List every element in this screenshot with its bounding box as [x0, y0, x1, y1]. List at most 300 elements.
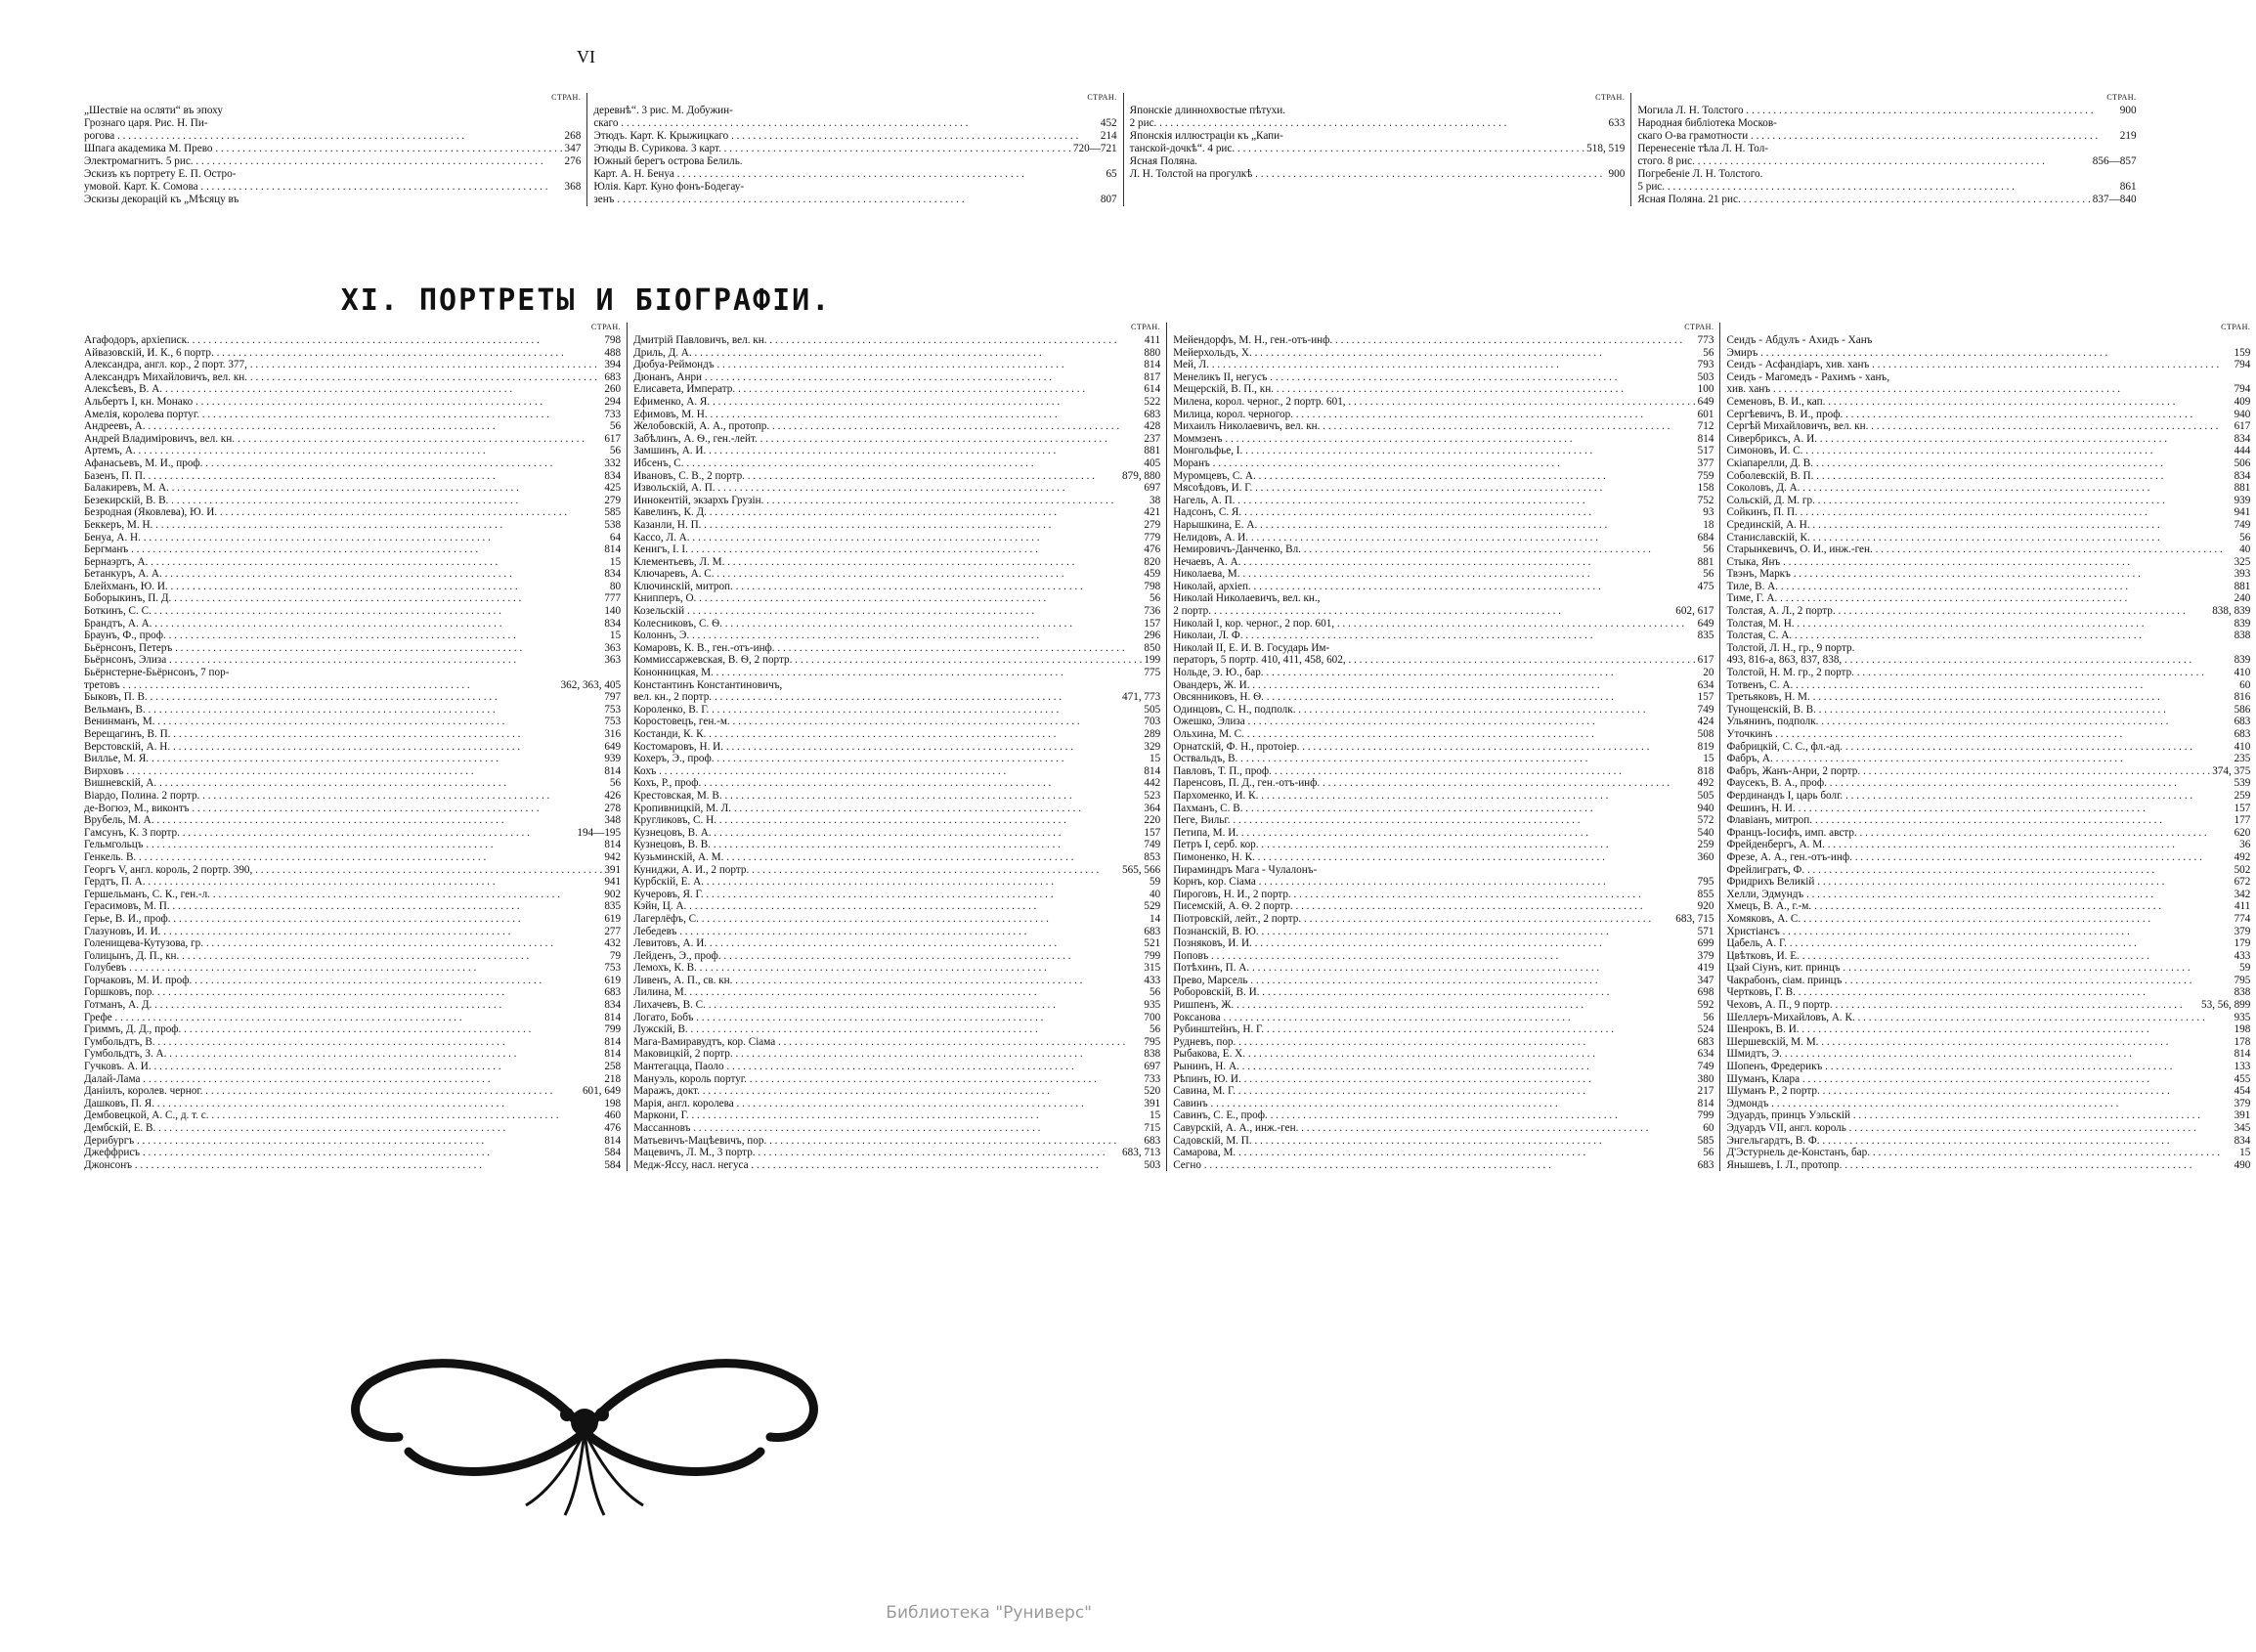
entry-page: 540 [1697, 826, 1714, 839]
entry-title: Вельманъ, В. . . . [84, 704, 602, 717]
index-entry [1726, 753, 2250, 765]
entry-page [619, 667, 621, 679]
index-entry [633, 630, 1160, 642]
index-entry [84, 433, 621, 446]
index-entry [84, 1122, 621, 1135]
entry-title: Лемохъ, К. В. . . . [633, 962, 1142, 975]
entry-page: 795 [1144, 1035, 1161, 1048]
entry-page: 503 [1697, 370, 1714, 383]
entry-title: Могила Л. Н. Толстого . . . [1637, 105, 2117, 117]
entry-title: Верещагинъ, В. П. . . . [84, 728, 602, 741]
index-entry [1726, 900, 2250, 913]
entry-title: Маражъ, докт. . . . [633, 1085, 1142, 1098]
entry-page [1115, 181, 1117, 194]
entry-title: Скіапарелли, Д. В. . . . [1726, 457, 2232, 470]
entry-page: 56 [1703, 568, 1714, 581]
index-entry [84, 1098, 621, 1110]
index-entry [1173, 962, 1714, 975]
entry-page: 634 [1697, 1048, 1714, 1061]
entry-title: Бьёрнсонъ, Петеръ . . . [84, 642, 602, 655]
index-entry [84, 975, 621, 987]
entry-page: 814 [604, 1035, 622, 1048]
entry-page: 409 [2234, 395, 2251, 408]
entry-page: 683 [2234, 728, 2251, 740]
entry-page: 79 [609, 949, 622, 962]
entry-page: 217 [1697, 1085, 1714, 1098]
entry-page: 820 [1144, 555, 1161, 568]
index-entry [1726, 1085, 2250, 1098]
entry-title: Медж-Ясcу, насл. негуса . . . [633, 1159, 1142, 1172]
entry-page: 733 [1144, 1072, 1161, 1085]
entry-title: Ульянинъ, подполк. . . . [1726, 716, 2232, 728]
entry-page: 177 [2234, 814, 2251, 827]
index-entry [1173, 1012, 1714, 1024]
index-entry [1173, 1085, 1714, 1098]
entry-page: 601, 649 [582, 1085, 622, 1098]
index-entry [633, 1147, 1160, 1159]
entry-title: де-Вогюэ, М., виконтъ . . . [84, 803, 602, 815]
column-header: СТРАН. [1131, 323, 1161, 331]
entry-page: 649 [604, 740, 622, 753]
index-entry [1173, 371, 1714, 384]
entry-page: 856—857 [2092, 155, 2137, 167]
entry-page: 749 [2234, 518, 2251, 531]
index-entry [633, 470, 1160, 483]
illustrations-index-continued [78, 93, 2137, 206]
entry-page: 539 [2234, 777, 2251, 790]
entry-page: 814 [1144, 764, 1161, 777]
index-entry [633, 1109, 1160, 1122]
entry-title: Ибсенъ, С. . . . [633, 457, 1142, 470]
entry-page: 881 [2234, 482, 2251, 495]
index-entry [1173, 1073, 1714, 1086]
entry-page: 795 [2234, 974, 2251, 986]
index-entry [84, 1147, 621, 1159]
entry-page: 834 [604, 469, 622, 482]
entry-title: Позняковъ, И. И. . . . [1173, 937, 1695, 950]
index-entry [1173, 1098, 1714, 1110]
index-entry [1173, 359, 1714, 371]
entry-page: 220 [1144, 814, 1161, 827]
entry-page [2248, 371, 2250, 384]
entry-page: 40 [1150, 888, 1161, 900]
index-entry [1130, 117, 1626, 130]
index-entry [1173, 1122, 1714, 1135]
entry-page: 698 [1697, 986, 1714, 999]
entry-page: 797 [604, 691, 622, 704]
entry-page: 524 [1697, 1023, 1714, 1036]
entry-title: Кононницкая, М. . . . [633, 667, 1142, 679]
index-entry [1726, 975, 2250, 987]
entry-title: Козельскій . . . [633, 605, 1142, 618]
entry-page: 617 [2234, 420, 2251, 433]
entry-page: 697 [1144, 482, 1161, 495]
index-entry [84, 581, 621, 593]
index-entry [1173, 409, 1714, 421]
index-entry [593, 105, 1116, 117]
entry-page: 521 [1144, 937, 1161, 950]
index-entry [633, 803, 1160, 815]
entry-title: Лебедевъ . . . [633, 926, 1142, 938]
index-entry [633, 667, 1160, 679]
entry-title: Ливенъ, А. П., св. кн. . . . [633, 975, 1142, 987]
entry-title: Горчаковъ, М. И. проф. . . . [84, 975, 602, 987]
entry-title: Кенигъ, I. I. . . . [633, 543, 1142, 556]
entry-page: 814 [1144, 359, 1161, 371]
entry-title: Дембскій, Е. В. . . . [84, 1122, 602, 1135]
entry-title: Цабель, А. Г. . . . [1726, 937, 2232, 950]
index-entry [84, 803, 621, 815]
entry-page: 793 [1697, 359, 1714, 371]
column-header: СТРАН. [1595, 93, 1626, 102]
index-entry [84, 347, 621, 360]
entry-page: 278 [604, 802, 622, 814]
index-entry [1726, 889, 2250, 901]
entry-page: 900 [1608, 168, 1626, 180]
index-entry [84, 168, 581, 181]
index-entry [633, 396, 1160, 409]
column-header: СТРАН. [2221, 323, 2251, 331]
entry-page: 697 [1144, 1061, 1161, 1073]
top-column-3 [1124, 93, 1632, 206]
entry-page: 424 [1697, 716, 1714, 728]
entry-page: 683 [604, 370, 622, 383]
index-entry [84, 1109, 621, 1122]
section-heading: XI. ПОРТРЕТЫ И БІОГРАФІИ. [340, 283, 832, 318]
index-entry [1173, 790, 1714, 803]
entry-title: Бенуа, А. Н. . . . [84, 532, 608, 544]
entry-title: Чеховъ, А. П., 9 портр. . . . [1726, 999, 2199, 1012]
entry-page [579, 168, 581, 181]
index-entry [1726, 704, 2250, 717]
entry-title: Глазуновъ, И. И. . . . [84, 926, 602, 938]
entry-page: 699 [1697, 937, 1714, 950]
entry-page: 240 [2234, 592, 2251, 605]
entry-title: Самарова, М. . . . [1173, 1147, 1701, 1159]
index-entry [1726, 457, 2250, 470]
entry-page: 753 [604, 962, 622, 975]
entry-title: Фабръ, А. . . . [1726, 753, 2232, 765]
entry-title: Ключаревъ, А. С. . . . [633, 568, 1142, 581]
index-entry [1173, 630, 1714, 642]
entry-page [579, 117, 581, 130]
entry-title: Петръ I, серб. кор. . . . [1173, 839, 1695, 851]
entry-page: 476 [1144, 543, 1161, 556]
index-entry [633, 1012, 1160, 1024]
index-entry [84, 143, 581, 155]
index-entry [633, 445, 1160, 457]
top-column-1 [78, 93, 587, 206]
entry-page: 834 [2234, 469, 2251, 482]
portraits-biographies-index [78, 323, 2251, 1171]
entry-title: Кассо, Л. А. . . . [633, 532, 1142, 544]
entry-title: Герасимовъ, М. П. . . . [84, 900, 602, 913]
column-header: СТРАН. [590, 323, 622, 331]
entry-page: 794 [2234, 383, 2251, 396]
index-entry [84, 876, 621, 889]
index-entry [1637, 194, 2136, 206]
index-entry [84, 495, 621, 507]
entry-page: 198 [604, 1097, 622, 1109]
entry-page: 614 [1144, 383, 1161, 396]
entry-page: 939 [604, 753, 622, 765]
index-entry [1726, 1109, 2250, 1122]
entry-title: Ясная Поляна. [1129, 155, 1197, 167]
entry-title: зенъ . . . [593, 194, 1099, 206]
entry-page: 942 [604, 850, 622, 863]
entry-page: 861 [2119, 181, 2137, 193]
index-entry [1726, 543, 2250, 556]
entry-title: Афанасьевъ, М. И., проф. . . . [84, 457, 602, 470]
entry-title: Голицынъ, Д. П., кн. . . . [84, 950, 608, 963]
entry-page: 56 [609, 420, 622, 433]
entry-page: 59 [1150, 876, 1161, 889]
index-entry [84, 334, 621, 347]
entry-page: 683 [1144, 408, 1161, 420]
index-entry [84, 679, 621, 692]
entry-page: 296 [1144, 630, 1161, 642]
entry-title: хив. ханъ . . . [1726, 383, 2232, 396]
index-entry [633, 790, 1160, 803]
entry-page: 850 [1144, 641, 1161, 654]
entry-title: Иннокентій, экзархъ Грузін. . . . [633, 495, 1148, 507]
index-entry [1173, 900, 1714, 913]
index-entry [1726, 506, 2250, 519]
index-entry [84, 827, 621, 840]
index-entry [633, 506, 1160, 519]
entry-title: Извольскій, А. П. . . . [633, 482, 1142, 495]
index-entry [1173, 445, 1714, 457]
entry-page: 411 [2234, 900, 2251, 913]
index-entry [84, 117, 581, 130]
entry-page [1115, 105, 1117, 117]
index-entry [84, 704, 621, 717]
entry-title: Кавелинъ, К. Д. . . . [633, 506, 1142, 519]
decorative-ornament-icon [340, 1325, 829, 1520]
entry-title: Николаи, Л. Ф. . . . [1173, 630, 1695, 642]
index-entry [633, 926, 1160, 938]
entry-page: 379 [1697, 949, 1714, 962]
entry-title: Тиме, Г. А. . . . [1726, 592, 2232, 605]
entry-title: Срединскій, А. Н. . . . [1726, 519, 2232, 532]
index-column-2 [628, 323, 1167, 1171]
entry-title: Крестовская, М. В. . . . [633, 790, 1142, 803]
entry-title: Рубинштейнъ, Н. Г. . . . [1173, 1023, 1695, 1036]
index-entry [1130, 105, 1626, 117]
entry-title: Нарышкина, Е. А. . . . [1173, 519, 1701, 532]
entry-page: 93 [1703, 506, 1714, 519]
entry-title: Ольхина, М. С. . . . [1173, 728, 1695, 741]
entry-page: 40 [2239, 543, 2251, 556]
entry-title: Энгельгардтъ, В. Ф. . . . [1726, 1135, 2232, 1148]
index-entry [84, 765, 621, 778]
index-entry [633, 581, 1160, 593]
index-entry [84, 519, 621, 532]
entry-title: Агафодоръ, архіеписк. . . . [84, 334, 602, 347]
entry-page: 36 [2239, 839, 2251, 851]
entry-page: 814 [604, 1011, 622, 1023]
entry-title: Мейерхольдъ, Х. . . . [1173, 347, 1701, 360]
entry-page: 276 [564, 155, 582, 167]
index-entry [1726, 433, 2250, 446]
index-entry [633, 864, 1160, 877]
entry-title: Моранъ . . . [1173, 457, 1695, 470]
entry-title: Гумбольдтъ, З. А. . . . [84, 1048, 602, 1061]
entry-page: 649 [1697, 395, 1714, 408]
entry-page: 18 [1703, 518, 1714, 531]
entry-title: Верстовскій, А. Н. . . . [84, 741, 602, 754]
entry-page: 294 [604, 395, 622, 408]
entry-page: 834 [2234, 1134, 2251, 1147]
index-entry [84, 889, 621, 901]
index-entry [1173, 839, 1714, 851]
index-entry [633, 482, 1160, 495]
entry-title: Сивербриксъ, А. И. . . . [1726, 433, 2232, 446]
entry-title: Лихачевъ, В. С. . . . [633, 999, 1142, 1012]
index-column-4 [1720, 323, 2256, 1171]
index-entry [1173, 728, 1714, 741]
index-entry [1173, 876, 1714, 889]
entry-title: Николаева, М. . . . [1173, 568, 1701, 581]
entry-title: деревнѣ“. 3 рис. М. Добужин- [593, 105, 733, 116]
entry-page: 374, 375 [2212, 764, 2251, 777]
entry-page: 56 [1150, 1023, 1161, 1036]
entry-title: Мей, Л. . . . [1173, 359, 1695, 371]
entry-title: Ключинскій, митроп. . . . [633, 581, 1142, 593]
index-entry [633, 1073, 1160, 1086]
index-entry [84, 568, 621, 581]
index-entry [1173, 986, 1714, 999]
index-entry [1726, 470, 2250, 483]
index-entry [1173, 457, 1714, 470]
entry-page: 179 [2234, 937, 2251, 950]
entry-page: 157 [1697, 691, 1714, 704]
entry-page: 133 [2234, 1061, 2251, 1073]
index-entry [633, 851, 1160, 864]
entry-title: Кучеровъ, Я. Г. . . . [633, 889, 1148, 901]
entry-page: 902 [604, 888, 622, 900]
index-entry [1173, 999, 1714, 1012]
entry-page: 520 [1144, 1085, 1161, 1098]
index-entry [1726, 532, 2250, 544]
entry-title: Нольде, Э. Ю., бар. . . . [1173, 667, 1701, 679]
index-entry [633, 347, 1160, 360]
index-entry [633, 1135, 1160, 1148]
index-entry [1726, 667, 2250, 679]
entry-title: Мясоѣдовъ, И. Г. . . . [1173, 482, 1695, 495]
entry-page [2135, 168, 2137, 181]
entry-title: 2 рис. . . . [1130, 117, 1607, 130]
entry-title: Колоннъ, Э. . . . [633, 630, 1142, 642]
index-entry [84, 864, 621, 877]
entry-title: Д'Эстурнель де-Констанъ, бар. . . . [1726, 1147, 2237, 1159]
entry-title: Цвѣтковъ, И. Е. . . . [1726, 950, 2232, 963]
entry-title: Даніилъ, королев. черног. . . . [84, 1085, 581, 1098]
entry-page: 749 [1697, 1061, 1714, 1073]
entry-title: Бьёрнсонъ, Элиза . . . [84, 654, 602, 667]
entry-title: Кропивницкій, М. Л. . . . [633, 803, 1142, 815]
entry-page: 433 [2234, 949, 2251, 962]
entry-title: Андрей Владиміровичъ, вел. кн. . . . [84, 433, 602, 446]
entry-page [2135, 143, 2137, 155]
entry-title: Николай II, Е. И. В. Государь Им- [1173, 641, 1330, 654]
entry-title: скаго . . . [593, 117, 1099, 130]
entry-page [1623, 105, 1625, 117]
entry-title: Колесниковъ, С. Ѳ. . . . [633, 618, 1142, 630]
index-entry [1173, 937, 1714, 950]
index-entry [84, 950, 621, 963]
index-entry [84, 1023, 621, 1036]
index-entry [1173, 1109, 1714, 1122]
entry-title: Желобовскій, А. А., протопр. . . . [633, 420, 1142, 433]
index-entry [1726, 937, 2250, 950]
index-entry [1173, 716, 1714, 728]
entry-page: 634 [1697, 678, 1714, 691]
index-entry [1173, 704, 1714, 717]
entry-title: Стыка, Янъ . . . [1726, 556, 2232, 569]
entry-title: Дмитрій Павловичъ, вел. кн. . . . [633, 334, 1143, 347]
index-entry [1173, 618, 1714, 630]
entry-title: Толстой, Н. М. гр., 2 портр. . . . [1726, 667, 2232, 679]
index-entry [1173, 581, 1714, 593]
entry-page: 620 [2234, 826, 2251, 839]
entry-title: Мантегацца, Паоло . . . [633, 1061, 1142, 1073]
entry-page: 619 [604, 912, 622, 925]
index-entry [633, 433, 1160, 446]
entry-page: 683 [1144, 925, 1161, 937]
entry-title: Кэйн, Ц. А. . . . [633, 900, 1142, 913]
index-entry [84, 130, 581, 143]
entry-title: Дюбуа-Реймондъ . . . [633, 359, 1142, 371]
entry-page: 56 [1703, 1011, 1714, 1023]
entry-page: 838 [1144, 1048, 1161, 1061]
index-entry [84, 913, 621, 926]
entry-page: 368 [564, 181, 582, 193]
index-column-3 [1167, 323, 1720, 1171]
index-entry [1173, 592, 1714, 605]
entry-title: Ефимовъ, М. Н. . . . [633, 409, 1142, 421]
entry-page [1158, 679, 1160, 692]
entry-page [1115, 155, 1117, 168]
index-entry [1173, 383, 1714, 396]
index-entry [1726, 1098, 2250, 1110]
entry-page: 64 [609, 531, 622, 543]
index-entry [1173, 741, 1714, 754]
index-entry [633, 556, 1160, 569]
library-watermark: Библиотека "Руниверс" [886, 1603, 1092, 1623]
entry-title: Рѣпинъ, Ю. И. . . . [1173, 1073, 1695, 1086]
entry-title: Францъ-Іосифъ, имп. австр. . . . [1726, 827, 2232, 840]
entry-page: 759 [1697, 469, 1714, 482]
entry-page: 158 [1697, 482, 1714, 495]
entry-title: вел. кн., 2 портр. . . . [633, 691, 1120, 704]
index-entry [1726, 876, 2250, 889]
entry-page: 649 [1697, 617, 1714, 630]
index-entry [1173, 532, 1714, 544]
entry-page: 935 [2234, 1011, 2251, 1023]
index-entry [633, 532, 1160, 544]
column-header: СТРАН. [2106, 93, 2137, 102]
entry-page: 411 [1144, 334, 1161, 346]
column-header: СТРАН. [1087, 93, 1117, 102]
entry-title: Немировичъ-Данченко, Вл. . . . [1173, 543, 1701, 556]
index-entry [633, 950, 1160, 963]
index-entry [1726, 495, 2250, 507]
index-entry [84, 194, 581, 206]
entry-page: 20 [1703, 667, 1714, 679]
index-entry [84, 532, 621, 544]
index-entry [84, 790, 621, 803]
